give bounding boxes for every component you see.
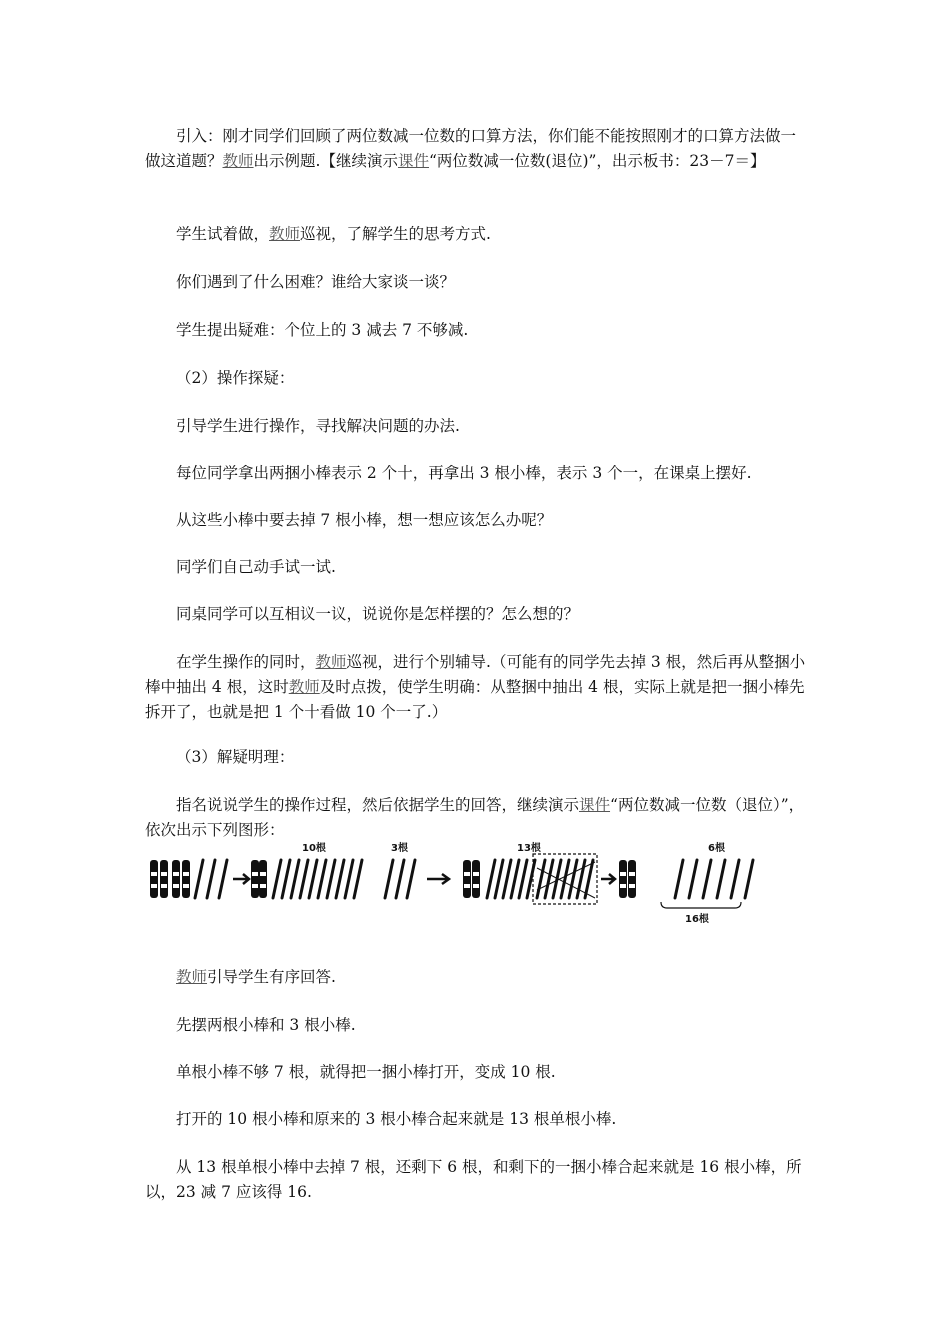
label-thirteen: 13根	[517, 843, 541, 854]
label-six: 6根	[708, 843, 725, 854]
section-heading-explain: （3）解疑明理：	[176, 748, 295, 766]
arrow-icon	[601, 874, 615, 884]
paragraph-step-4: 从 13 根单根小棒中去掉 7 根，还剩下 6 根，和剩下的一捆小棒合起来就是 16 根小棒，所以，23 减 7 应该得 16.	[145, 1158, 802, 1201]
arrow-icon	[233, 874, 249, 884]
brace	[661, 902, 741, 908]
paragraph-remove: 从这些小棒中要去掉 7 根小棒，想一想应该怎么办呢？	[176, 511, 553, 529]
thirteen-sticks	[487, 860, 593, 898]
link-courseware[interactable]: 课件	[579, 796, 611, 814]
paragraph-sticks: 每位同学拿出两捆小棒表示 2 个十，再拿出 3 根小棒，表示 3 个一，在课桌上摆好.	[176, 464, 752, 482]
bundle-icon	[172, 860, 190, 898]
bundle-icon	[251, 860, 267, 898]
paragraph-intro: 引入：刚才同学们回顾了两位数减一位数的口算方法，你们能不能按照刚才的口算方法做一做这道题？教师出示例题.【继续演示课件“两位数减一位数(退位)”，出示板书：23－7＝】	[145, 127, 797, 170]
bundle-icon	[150, 860, 168, 898]
paragraph-step-2: 单根小棒不够 7 根，就得把一捆小棒打开，变成 10 根.	[176, 1063, 556, 1081]
paragraph-question: 你们遇到了什么困难？谁给大家谈一谈？	[176, 273, 456, 291]
paragraph-discuss: 同桌同学可以互相议一议，说说你是怎样摆的？怎么想的？	[176, 605, 580, 623]
paragraph-tutoring: 在学生操作的同时，教师巡视，进行个别辅导.（可能有的同学先去掉 3 根，然后再从整捆小棒中抽出 4 根，这时教师及时点拨，使学生明确：从整捆中抽出 4 根，实际上就是把一捆小棒先拆开了，也就是把 1 个十看做 10 个一了.）	[145, 653, 806, 721]
arrow-icon	[427, 874, 449, 884]
paragraph-try: 同学们自己动手试一试.	[176, 558, 336, 576]
paragraph-students-try: 学生试着做，教师巡视，了解学生的思考方式.	[176, 225, 491, 243]
link-teacher[interactable]: 教师	[288, 678, 320, 696]
paragraph-step-3: 打开的 10 根小棒和原来的 3 根小棒合起来就是 13 根单根小棒.	[176, 1110, 617, 1128]
bundle-icon	[463, 860, 480, 898]
section-heading-operation: （2）操作探疑：	[176, 369, 295, 387]
paragraph-teacher-guides: 教师引导学生有序回答.	[176, 968, 336, 986]
paragraph-difficulty: 学生提出疑难：个位上的 3 减去 7 不够减.	[176, 321, 469, 339]
sticks-figure	[145, 838, 765, 928]
three-sticks	[385, 860, 415, 898]
link-teacher[interactable]: 教师	[315, 653, 347, 671]
paragraph-show-figures: 指名说说学生的操作过程，然后依据学生的回答，继续演示课件“两位数减一位数（退位）”，依次出示下列图形：	[145, 796, 805, 839]
ten-sticks	[273, 860, 362, 898]
link-teacher[interactable]: 教师	[269, 225, 301, 243]
label-three: 3根	[391, 843, 408, 854]
paragraph-guide: 引导学生进行操作，寻找解决问题的办法.	[176, 417, 460, 435]
label-ten: 10根	[302, 843, 326, 854]
bundle-icon	[619, 860, 636, 898]
link-courseware[interactable]: 课件	[397, 152, 429, 170]
six-sticks	[675, 860, 753, 898]
paragraph-step-1: 先摆两根小棒和 3 根小棒.	[176, 1016, 356, 1034]
label-sixteen: 16根	[685, 914, 709, 925]
link-teacher[interactable]: 教师	[176, 968, 208, 986]
link-teacher[interactable]: 教师	[222, 152, 254, 170]
single-sticks	[195, 860, 227, 898]
